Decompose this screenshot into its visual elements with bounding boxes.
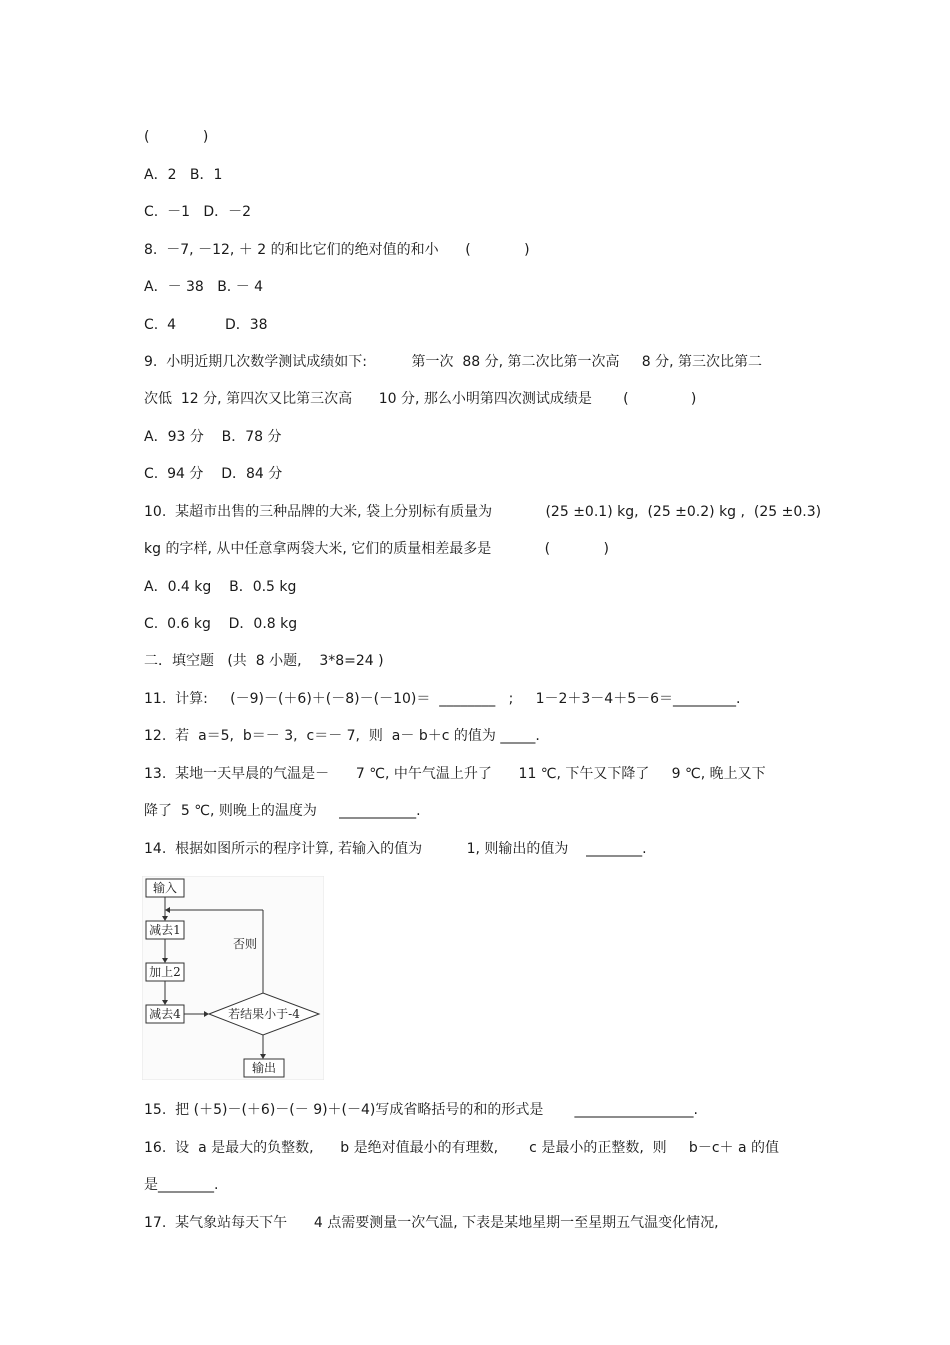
question-11: 11. 计算: (－9)－(＋6)＋(－8)－(－10)＝ ________ ; 1－2＋3－4＋5－6＝_________. [144, 691, 741, 707]
q9-options-ab: A．93 分 B．78 分 [144, 429, 282, 445]
q9-options-cd: C. 94 分 D．84 分 [144, 466, 283, 482]
flow-condition-label: 若结果小于-4 [228, 1007, 300, 1021]
question-9-line1: 9. 小明近期几次数学测试成绩如下: 第一次 88 分, 第二次比第一次高 8 分, 第三次比第二 [144, 354, 763, 370]
flow-input-label: 输入 [152, 881, 178, 895]
flow-output-label: 输出 [251, 1061, 277, 1075]
q8-options-cd: C. 4 D．38 [144, 317, 268, 333]
q7-options-ab: A．2 B．1 [144, 167, 223, 183]
question-10-line2: kg 的字样, 从中任意拿两袋大米, 它们的质量相差最多是 ( ) [144, 541, 609, 557]
question-14: 14. 根据如图所示的程序计算, 若输入的值为 1, 则输出的值为 ________. [144, 841, 647, 857]
q10-options-cd: C. 0.6 kg D．0.8 kg [144, 616, 298, 632]
question-15: 15. 把 (＋5)－(＋6)－(－ 9)＋(－4)写成省略括号的和的形式是 _________________. [144, 1102, 698, 1118]
question-13-line1: 13. 某地一天早晨的气温是－ 7 ℃, 中午气温上升了 11 ℃, 下午又下降了 9 ℃, 晚上又下 [144, 766, 766, 782]
flow-otherwise-label: 否则 [232, 937, 258, 951]
section-heading-fill-in: 二．填空题 (共 8 小题, 3*8=24 ) [144, 653, 384, 669]
question-17: 17. 某气象站每天下午 4 点需要测量一次气温, 下表是某地星期一至星期五气温变化情况, [144, 1215, 719, 1231]
answer-bracket-q7: ( ) [144, 129, 209, 145]
question-10-line1: 10. 某超市出售的三种品牌的大米, 袋上分别标有质量为 (25 ±0.1) kg, (25 ±0.2) kg , (25 ±0.3) [144, 504, 822, 520]
q7-options-cd: C. －1 D．－2 [144, 204, 252, 220]
question-16-line1: 16. 设 a 是最大的负整数, b 是绝对值最小的有理数, c 是最小的正整数, 则 b－c＋ a 的值 [144, 1140, 779, 1156]
question-16-line2: 是________. [144, 1177, 219, 1193]
q8-options-ab: A．－ 38 B. － 4 [144, 279, 264, 295]
question-13-line2: 降了 5 ℃, 则晚上的温度为 ___________. [144, 803, 421, 819]
program-flowchart [142, 876, 324, 1080]
question-12: 12. 若 a＝5, b＝－ 3, c＝－ 7, 则 a－ b＋c 的值为 _____. [144, 728, 540, 744]
question-8: 8. －7, －12, ＋ 2 的和比它们的绝对值的和小 ( ) [144, 242, 530, 258]
flow-subtract-4-label: 减去4 [149, 1007, 181, 1021]
flow-add-2-label: 加上2 [149, 965, 181, 979]
flow-subtract-1-label: 减去1 [149, 923, 181, 937]
question-9-line2: 次低 12 分, 第四次又比第三次高 10 分, 那么小明第四次测试成绩是 ( ) [144, 391, 697, 407]
q10-options-ab: A．0.4 kg B．0.5 kg [144, 579, 297, 595]
